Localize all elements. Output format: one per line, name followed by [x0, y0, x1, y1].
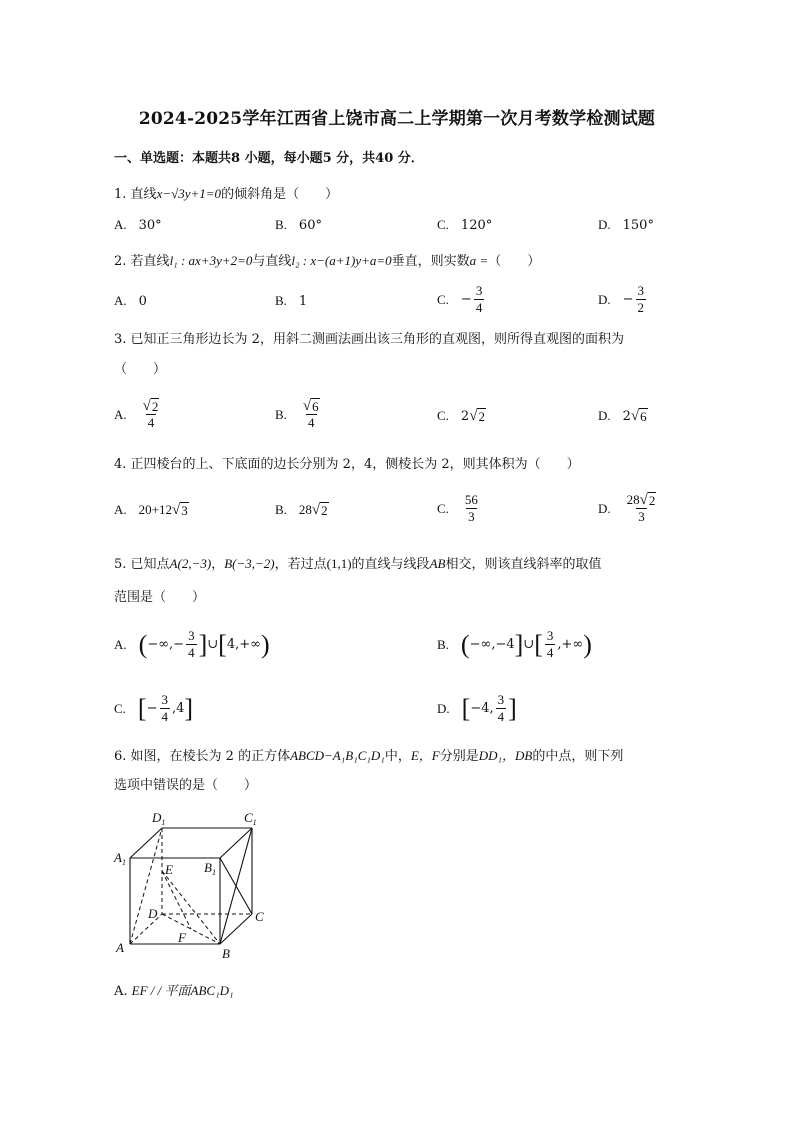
q5-option-a[interactable]: A. ( −∞,− $\frac{3}{4}$ ] ∪ [ 4,+∞ ): [114, 628, 270, 660]
q1-option-b[interactable]: B. 60°: [275, 217, 322, 233]
label-c1: $C_1$: [244, 810, 257, 827]
label-f: F: [178, 930, 186, 945]
section-heading: 一、单选题：本题共8 小题，每小题5 分，共40 分．: [114, 151, 424, 166]
question-5-line-2: 范围是（ ）: [114, 590, 206, 605]
question-2: 2. 若直线l₁ : ax+3y+2=0与直线l₂ : x−(a+1)y+a=0垂直，则实数a =（ ）: [114, 253, 541, 269]
q2-option-b[interactable]: B. 1: [275, 293, 308, 309]
label-d1: $D_1$: [152, 810, 166, 827]
q2-option-c[interactable]: C. − $\frac{3}{4}$: [437, 283, 483, 315]
question-3: 3. 已知正三角形边长为 2，用斜二测画法画出该三角形的直观图，则所得直观图的面积为: [114, 332, 624, 347]
label-b1: $B_1$: [204, 860, 216, 877]
q3-option-d[interactable]: D. 2 √ 6: [598, 408, 647, 424]
q5-option-c[interactable]: C. [ − $\frac{3}{4}$ ,4 ]: [114, 692, 194, 724]
q3-option-b[interactable]: B. √ 6 4: [275, 398, 319, 430]
exam-title: 2024-2025学年江西省上饶市高二上学期第一次月考数学检测试题: [138, 109, 656, 129]
q3-option-c[interactable]: C. 2 √ 2: [437, 408, 485, 424]
label-a1: $A_1$: [114, 850, 126, 867]
q3-option-a[interactable]: A. √ 2 4: [114, 398, 159, 430]
q2-option-d[interactable]: D. − $\frac{3}{2}$: [598, 283, 645, 315]
label-a: A: [116, 940, 124, 955]
q5-option-b[interactable]: B. ( −∞,−4 ] ∪ [ $\frac{3}{4}$ ,+∞ ): [437, 628, 592, 660]
q6-option-a[interactable]: A. EF / / 平面ABC₁D₁: [114, 983, 234, 999]
q5-option-d[interactable]: D. [ −4, $\frac{3}{4}$ ]: [437, 692, 517, 724]
q4-option-a[interactable]: A. 20+12 √ 3: [114, 502, 188, 518]
label-e: E: [165, 862, 173, 877]
q4-option-c[interactable]: C. $\frac{56}{3}$: [437, 492, 478, 524]
question-4: 4. 正四棱台的上、下底面的边长分别为 2，4，侧棱长为 2，则其体积为（ ）: [114, 457, 580, 472]
question-6-line-2: 选项中错误的是（ ）: [114, 778, 258, 793]
q1-option-d[interactable]: D. 150°: [598, 217, 654, 233]
question-5: 5. 已知点A(2,−3)，B(−3,−2)，若过点(1,1)的直线与线段AB相交，则该直线斜率的取值: [114, 556, 602, 572]
label-d: D: [148, 906, 158, 921]
q4-option-b[interactable]: B. 28 √ 2: [275, 502, 328, 518]
q1-option-a[interactable]: A. 30°: [114, 217, 162, 233]
q4-option-d[interactable]: D. 28 √ 2 3: [598, 492, 656, 524]
question-6: 6. 如图，在棱长为 2 的正方体ABCD−A₁B₁C₁D₁中，E，F分别是DD₁，DB的中点，则下列: [114, 748, 624, 764]
q2-option-a[interactable]: A. 0: [114, 293, 147, 309]
question-1: 1. 直线x−√3y+1=0的倾斜角是（ ）: [114, 186, 339, 202]
label-c: C: [255, 909, 264, 924]
question-3-line-2: （ ）: [114, 362, 167, 377]
q1-equation: x−√3y+1=0: [156, 186, 222, 201]
label-b: B: [222, 946, 230, 961]
q2-line-l1: l₁ : ax+3y+2=0: [169, 253, 253, 268]
cube-figure: [110, 808, 280, 968]
q1-option-c[interactable]: C. 120°: [437, 217, 493, 233]
q2-line-l2: l₂ : x−(a+1)y+a=0: [291, 253, 392, 268]
